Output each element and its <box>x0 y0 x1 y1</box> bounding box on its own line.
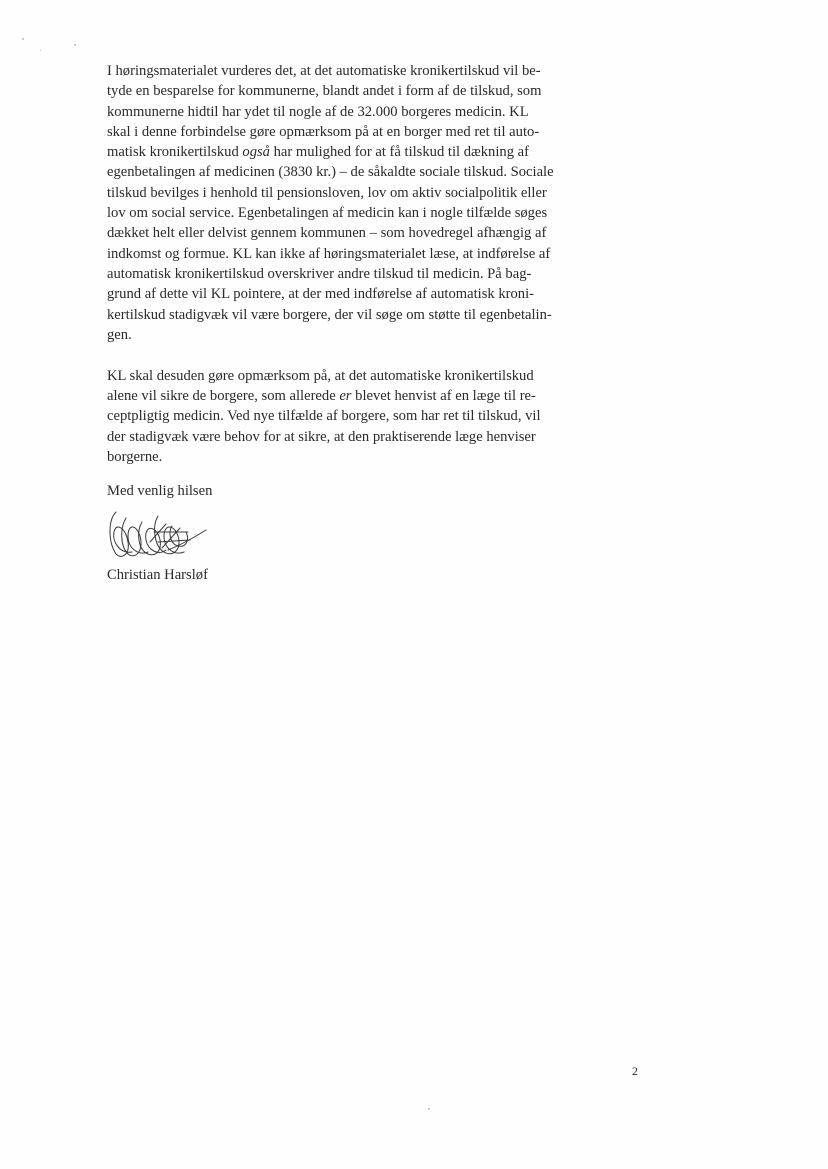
text-line: grund af dette vil KL pointere, at der med indførelse af automatisk kroni- <box>107 286 534 303</box>
scan-speck <box>22 38 24 40</box>
text-line: tyde en besparelse for kommunerne, blandt andet i form af de tilskud, som <box>107 83 542 100</box>
closing-salutation: Med venlig hilsen <box>107 483 213 499</box>
text-run: matisk kronikertilskud <box>107 144 239 161</box>
handwritten-signature <box>102 502 210 564</box>
text-line: borgerne. <box>107 448 163 465</box>
text-line: kertilskud stadigvæk vil være borgere, der vil søge om støtte til egenbetalin- <box>107 306 552 323</box>
text-line: skal i denne forbindelse gøre opmærksom på at en borger med ret til auto- <box>107 123 540 140</box>
text-line: gen. <box>107 326 132 343</box>
paragraph-1 <box>107 61 602 345</box>
scan-speck <box>40 50 41 51</box>
text-line <box>107 386 602 406</box>
text-line: indkomst og formue. KL kan ikke af høringsmaterialet læse, at indførelse af <box>107 245 551 262</box>
emphasis-text: er <box>339 388 352 405</box>
text-line: ceptpligtig medicin. Ved nye tilfælde af borgere, som har ret til tilskud, vil <box>107 408 541 425</box>
text-line: tilskud bevilges i henhold til pensionsloven, lov om aktiv socialpolitik eller <box>107 184 547 201</box>
scan-speck <box>428 1108 430 1110</box>
text-line: dækket helt eller delvist gennem kommunen – som hovedregel afhængig af <box>107 225 547 242</box>
text-line: KL skal desuden gøre opmærksom på, at det automatiske kronikertilskud <box>107 367 534 384</box>
text-run: blevet henvist af en læge til re- <box>351 388 536 405</box>
text-line: kommunerne hidtil har ydet til nogle af de 32.000 borgeres medicin. KL <box>107 103 529 120</box>
scan-speck <box>74 44 76 46</box>
text-line: lov om social service. Egenbetalingen af medicin kan i nogle tilfælde søges <box>107 205 548 222</box>
letter-body <box>107 61 602 488</box>
page-number: 2 <box>632 1064 638 1078</box>
text-run: alene vil sikre de borgere, som allerede <box>107 388 340 405</box>
text-line: I høringsmaterialet vurderes det, at det automatiske kronikertilskud vil be- <box>107 63 541 79</box>
text-line: der stadigvæk være behov for at sikre, at den praktiserende læge henviser <box>107 428 536 445</box>
emphasis-text: også <box>242 144 270 161</box>
paragraph-2 <box>107 366 602 467</box>
text-line <box>107 142 602 162</box>
text-line: egenbetalingen af medicinen (3830 kr.) – de såkaldte sociale tilskud. Sociale <box>107 164 554 181</box>
text-run: har mulighed for at få tilskud til dækning af <box>269 144 529 161</box>
signer-name: Christian Harsløf <box>107 567 208 583</box>
text-line: automatisk kronikertilskud overskriver andre tilskud til medicin. På bag- <box>107 265 532 282</box>
